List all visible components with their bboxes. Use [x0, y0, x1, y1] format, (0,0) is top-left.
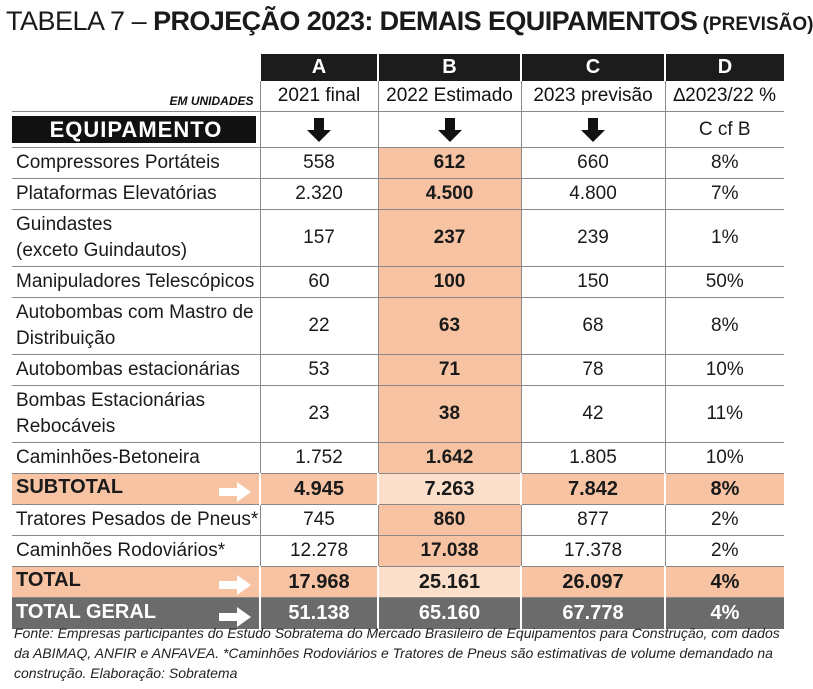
value-b: 63	[378, 298, 521, 355]
title-main: PROJEÇÃO 2023: DEMAIS EQUIPAMENTOS	[153, 6, 698, 36]
value-d: 7%	[665, 179, 784, 210]
value-c: 1.805	[521, 443, 665, 474]
arrow-cell-c	[521, 112, 665, 148]
equipment-name-line: (exceto Guindautos)	[16, 240, 188, 261]
equipment-name-line: Rebocáveis	[16, 416, 116, 437]
equipment-name-line: Manipuladores Telescópicos	[16, 271, 255, 292]
value-d: 50%	[665, 267, 784, 298]
value-c: 877	[521, 505, 665, 536]
table-row	[12, 148, 784, 179]
table-row	[12, 355, 784, 386]
arrow-cell-b	[378, 112, 521, 148]
units-label: EM UNIDADES	[12, 81, 260, 112]
equipment-name	[12, 386, 260, 443]
value-a: 1.752	[260, 443, 378, 474]
table-row	[12, 210, 784, 267]
value-a: 23	[260, 386, 378, 443]
column-label-b: 2022 Estimado	[378, 81, 521, 112]
value-c: 150	[521, 267, 665, 298]
value-a: 745	[260, 505, 378, 536]
value-d: 8%	[665, 148, 784, 179]
value-c: 42	[521, 386, 665, 443]
equipment-name-line: Bombas Estacionárias	[16, 390, 206, 411]
subtotal-label: SUBTOTAL	[16, 476, 124, 498]
arrow-down-icon	[437, 117, 463, 143]
table-title	[6, 6, 813, 42]
value-c: 17.378	[521, 536, 665, 567]
column-letter-a: A	[260, 54, 378, 81]
total-a: 17.968	[260, 567, 378, 598]
value-b: 71	[378, 355, 521, 386]
value-d: 11%	[665, 386, 784, 443]
value-a: 22	[260, 298, 378, 355]
arrow-down-icon	[580, 117, 606, 143]
value-d: 2%	[665, 536, 784, 567]
subtotal-a: 4.945	[260, 474, 378, 505]
column-labels-row	[12, 81, 784, 112]
empty-cell	[12, 54, 260, 81]
equipment-header	[12, 112, 260, 148]
equipment-name-line: Caminhões-Betoneira	[16, 447, 200, 468]
table-row	[12, 267, 784, 298]
column-letter-b: B	[378, 54, 521, 81]
equipment-name-line: Distribuição	[16, 328, 116, 349]
equipment-name	[12, 267, 260, 298]
value-a: 12.278	[260, 536, 378, 567]
value-d: 10%	[665, 443, 784, 474]
equipment-name	[12, 355, 260, 386]
arrow-down-icon	[306, 117, 332, 143]
value-b: 237	[378, 210, 521, 267]
total-geral-a: 51.138	[260, 598, 378, 630]
arrow-right-icon	[219, 482, 251, 502]
total-label-cell	[12, 567, 260, 598]
value-b: 612	[378, 148, 521, 179]
equipment-name-line: Autobombas estacionárias	[16, 359, 240, 380]
arrow-cell-a	[260, 112, 378, 148]
subtotal-row	[12, 474, 784, 505]
equipment-name	[12, 148, 260, 179]
equipment-name	[12, 505, 260, 536]
title-suffix: (PREVISÃO)	[697, 14, 813, 35]
value-a: 2.320	[260, 179, 378, 210]
total-label: TOTAL	[16, 569, 81, 591]
value-a: 157	[260, 210, 378, 267]
value-a: 53	[260, 355, 378, 386]
equipment-name	[12, 179, 260, 210]
value-a: 60	[260, 267, 378, 298]
value-c: 239	[521, 210, 665, 267]
title-prefix: TABELA 7 –	[6, 6, 154, 36]
table-row	[12, 179, 784, 210]
equipment-header-row	[12, 112, 784, 148]
total-geral-b: 65.160	[378, 598, 521, 630]
column-d-sublabel: C cf B	[665, 112, 784, 148]
projection-table	[12, 54, 784, 629]
value-b: 1.642	[378, 443, 521, 474]
value-d: 8%	[665, 298, 784, 355]
equipment-name	[12, 298, 260, 355]
total-c: 26.097	[521, 567, 665, 598]
value-b: 17.038	[378, 536, 521, 567]
column-letter-c: C	[521, 54, 665, 81]
value-d: 2%	[665, 505, 784, 536]
equipment-name	[12, 443, 260, 474]
total-b: 25.161	[378, 567, 521, 598]
total-row	[12, 567, 784, 598]
equipment-name-line: Compressores Portáteis	[16, 152, 220, 173]
arrow-right-icon	[219, 575, 251, 595]
column-letters-row	[12, 54, 784, 81]
equipment-name	[12, 210, 260, 267]
column-letter-d: D	[665, 54, 784, 81]
table-row	[12, 443, 784, 474]
equipment-name-line: Caminhões Rodoviários*	[16, 540, 226, 561]
value-d: 10%	[665, 355, 784, 386]
value-b: 38	[378, 386, 521, 443]
value-c: 78	[521, 355, 665, 386]
subtotal-b: 7.263	[378, 474, 521, 505]
equipment-name	[12, 536, 260, 567]
value-c: 4.800	[521, 179, 665, 210]
total-geral-c: 67.778	[521, 598, 665, 630]
value-b: 100	[378, 267, 521, 298]
equipment-label: EQUIPAMENTO	[12, 116, 256, 143]
value-b: 4.500	[378, 179, 521, 210]
source-note: Fonte: Empresas participantes do Estudo Sobratema do Mercado Brasileiro de Equipamentos para Construção, com dados da ABIMAQ, ANFIR e ANFAVEA. *Caminhões Rodoviários e Tratores de Pneus são estimativas de volume demandado na construção. Elaboração: Sobratema	[14, 625, 780, 681]
column-label-c: 2023 previsão	[521, 81, 665, 112]
value-d: 1%	[665, 210, 784, 267]
column-label-d: ∆2023/22 %	[665, 81, 784, 112]
subtotal-label-cell	[12, 474, 260, 505]
column-label-a: 2021 final	[260, 81, 378, 112]
equipment-name-line: Guindastes	[16, 214, 113, 235]
value-c: 660	[521, 148, 665, 179]
table-row	[12, 536, 784, 567]
total-geral-label: TOTAL GERAL	[16, 600, 156, 623]
total-d: 4%	[665, 567, 784, 598]
equipment-name-line: Plataformas Elevatórias	[16, 183, 217, 204]
subtotal-c: 7.842	[521, 474, 665, 505]
total-geral-d: 4%	[665, 598, 784, 630]
value-c: 68	[521, 298, 665, 355]
table-row	[12, 505, 784, 536]
table-row	[12, 298, 784, 355]
value-a: 558	[260, 148, 378, 179]
equipment-name-line: Tratores Pesados de Pneus*	[16, 509, 259, 530]
subtotal-d: 8%	[665, 474, 784, 505]
equipment-name-line: Autobombas com Mastro de	[16, 302, 254, 323]
value-b: 860	[378, 505, 521, 536]
table-row	[12, 386, 784, 443]
